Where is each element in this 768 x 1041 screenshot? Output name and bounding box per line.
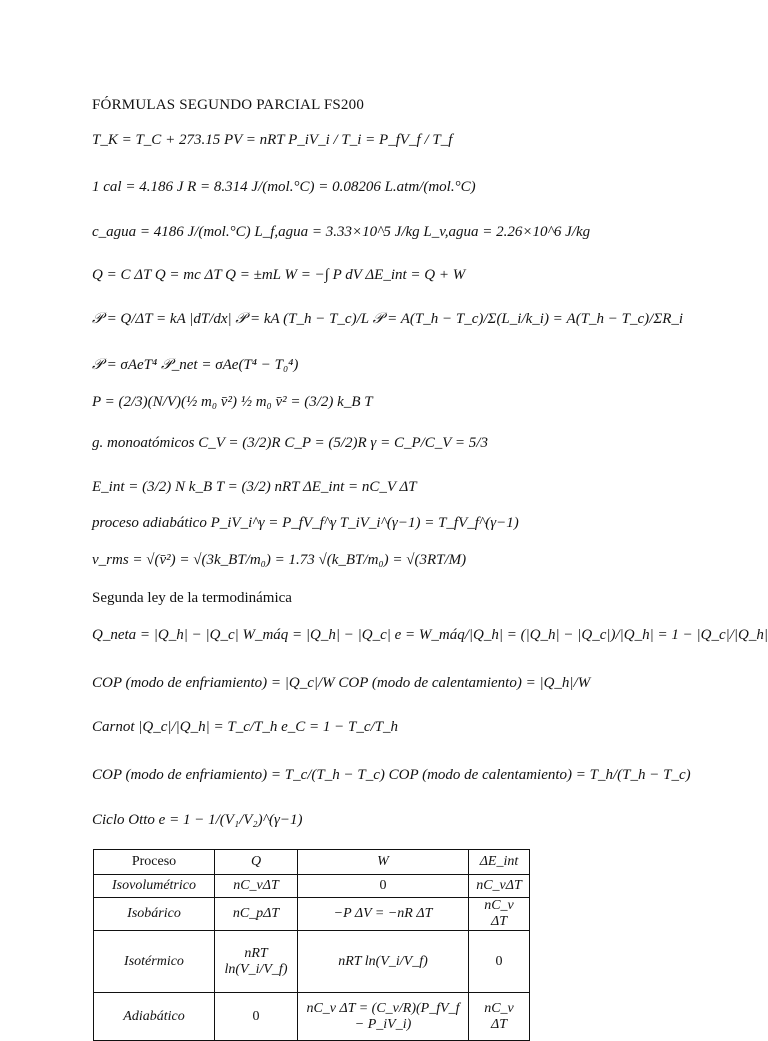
formula-line: c_agua = 4186 J/(mol.°C) L_f,agua = 3.33×10^5 J/kg L_v,agua = 2.26×10^6 J/kg (92, 224, 591, 240)
formula-line: P = (2/3)(N/V)(½ m₀ v̄²) ½ m₀ v̄² = (3/2) k_B T (92, 394, 373, 410)
table-cell: nRT ln(V_i/V_f) (215, 931, 298, 993)
column-header: Q (215, 850, 298, 875)
formula-line: E_int = (3/2) N k_B T = (3/2) nRT ΔE_int = nC_V ΔT (92, 479, 417, 495)
formula-line: 𝒫 = σAeT⁴ 𝒫_net = σAe(T⁴ − T₀⁴) (92, 357, 299, 373)
formula-line: proceso adiabático P_iV_i^γ = P_fV_f^γ T_iV_i^(γ−1) = T_fV_f^(γ−1) (92, 515, 519, 531)
table-row (94, 898, 530, 931)
formula-line: COP (modo de enfriamiento) = |Q_c|/W COP (modo de calentamiento) = |Q_h|/W (92, 675, 591, 691)
table-cell: −P ΔV = −nR ΔT (298, 898, 469, 931)
formula-line: Ciclo Otto e = 1 − 1/(V₁/V₂)^(γ−1) (92, 812, 303, 828)
formula-line: T_K = T_C + 273.15 PV = nRT P_iV_i / T_i = P_fV_f / T_f (92, 132, 453, 148)
table-cell: Isotérmico (94, 931, 215, 993)
table-cell: 0 (298, 875, 469, 898)
table-row (94, 875, 530, 898)
table-cell: nC_vΔT (469, 875, 530, 898)
table-cell: 0 (469, 931, 530, 993)
table-row (94, 931, 530, 993)
table-cell: nRT ln(V_i/V_f) (298, 931, 469, 993)
table-cell: nC_vΔT (215, 875, 298, 898)
table-cell: 0 (215, 993, 298, 1041)
formula-line: 𝒫 = Q/ΔT = kA |dT/dx| 𝒫 = kA (T_h − T_c)/L 𝒫 = A(T_h − T_c)/Σ(L_i/k_i) = A(T_h − T_c)/ΣR_i (92, 311, 684, 327)
table-cell: nC_v ΔT = (C_v/R)(P_fV_f − P_iV_i) (298, 993, 469, 1041)
table-cell: nC_v ΔT (469, 898, 530, 931)
formula-line: COP (modo de enfriamiento) = T_c/(T_h − T_c) COP (modo de calentamiento) = T_h/(T_h − T_c) (92, 767, 691, 783)
section-heading: Segunda ley de la termodinámica (92, 590, 292, 606)
table-row (94, 993, 530, 1041)
formula-line: Q_neta = |Q_h| − |Q_c| W_máq = |Q_h| − |Q_c| e = W_máq/|Q_h| = (|Q_h| − |Q_c|)/|Q_h| = 1 − |Q_c|/|Q_h| (92, 627, 768, 643)
formula-line: Q = C ΔT Q = mc ΔT Q = ±mL W = −∫ P dV ΔE_int = Q + W (92, 267, 466, 283)
formula-line: 1 cal = 4.186 J R = 8.314 J/(mol.°C) = 0.08206 L.atm/(mol.°C) (92, 179, 476, 195)
column-header: W (298, 850, 469, 875)
table-cell: nC_pΔT (215, 898, 298, 931)
column-header: Proceso (94, 850, 215, 875)
formula-line: Carnot |Q_c|/|Q_h| = T_c/T_h e_C = 1 − T_c/T_h (92, 719, 399, 735)
table-cell: Isobárico (94, 898, 215, 931)
table-cell: Adiabático (94, 993, 215, 1041)
process-table (93, 849, 530, 1041)
table-cell: nC_v ΔT (469, 993, 530, 1041)
table-cell: Isovolumétrico (94, 875, 215, 898)
page-title: FÓRMULAS SEGUNDO PARCIAL FS200 (92, 97, 365, 113)
formula-line: v_rms = √(v̄²) = √(3k_BT/m₀) = 1.73 √(k_BT/m₀) = √(3RT/M) (92, 552, 467, 568)
table-header-row (94, 850, 530, 875)
formula-line: g. monoatómicos C_V = (3/2)R C_P = (5/2)R γ = C_P/C_V = 5/3 (92, 435, 488, 451)
column-header: ΔE_int (469, 850, 530, 875)
